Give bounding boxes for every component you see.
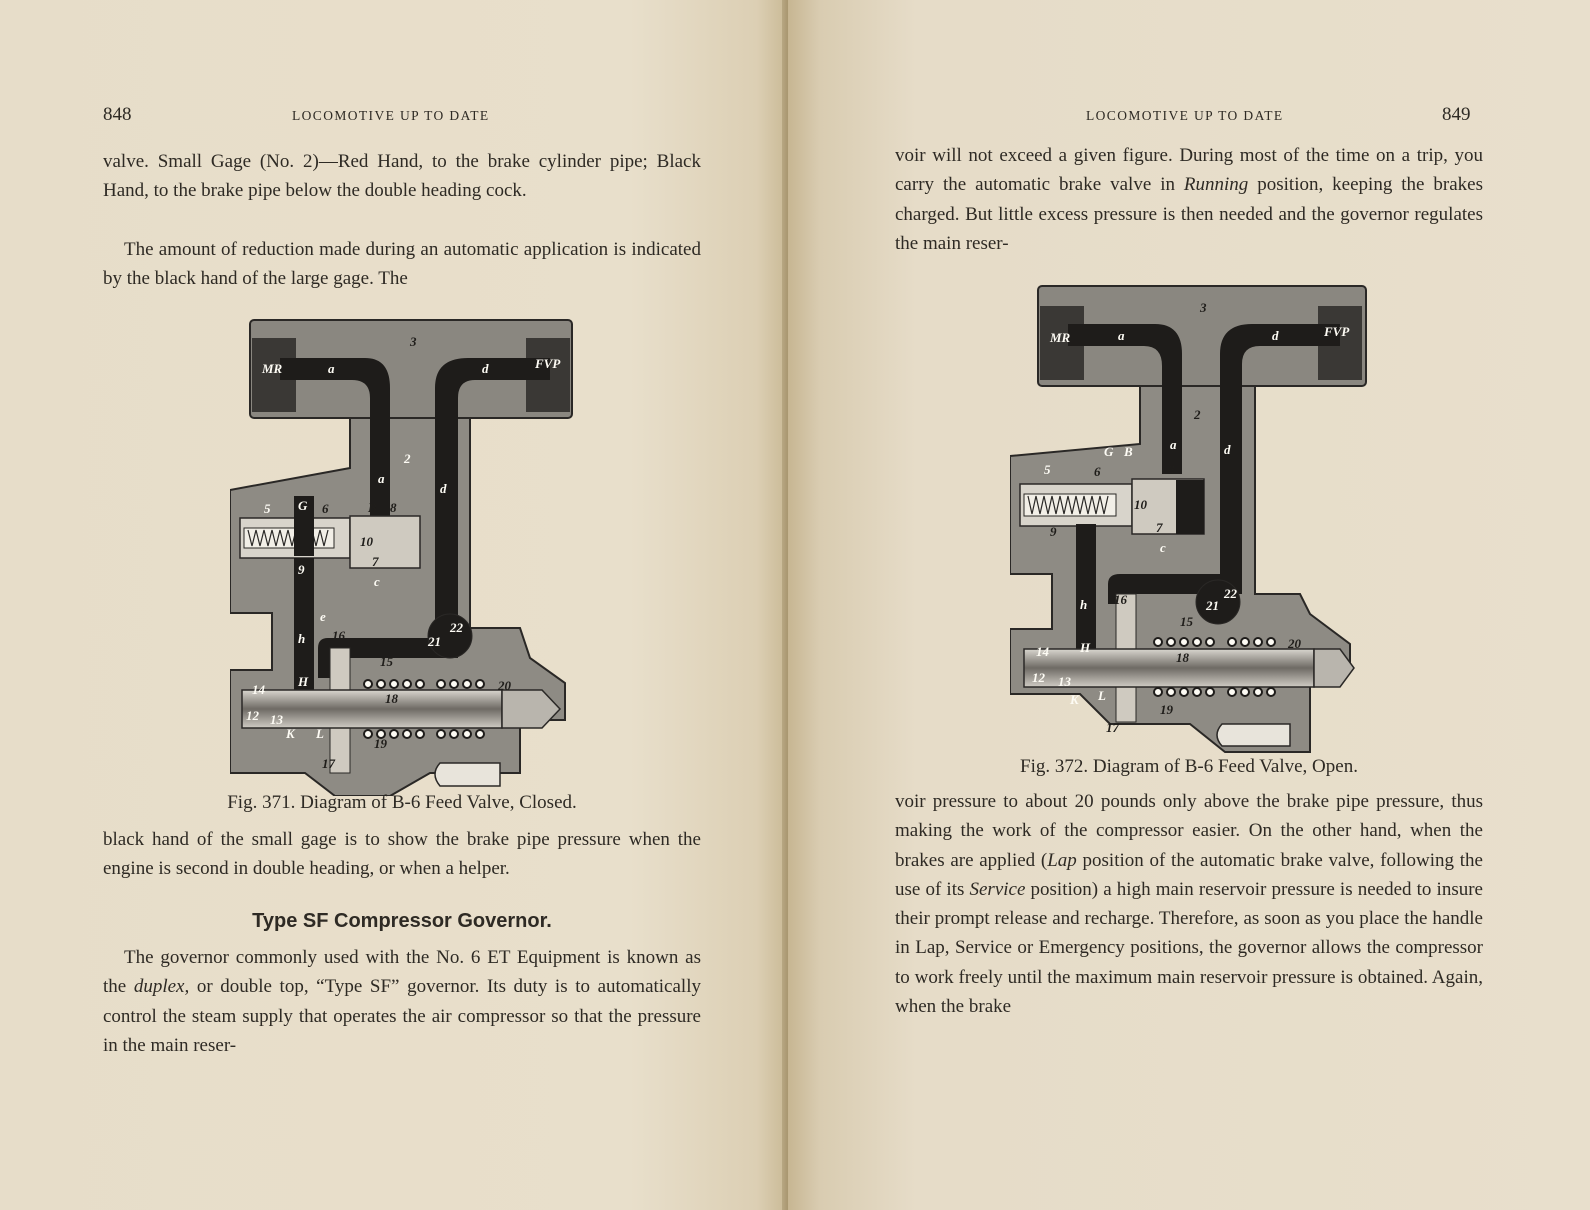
label-d: d [482,361,489,376]
label-14: 14 [1036,644,1049,659]
label-d: d [1272,328,1279,343]
feed-valve-diagram-open [1010,284,1372,756]
label-6: 6 [322,501,329,516]
figure-caption: Fig. 371. Diagram of B-6 Feed Valve, Closed. [227,792,577,813]
label-16: 16 [332,628,345,643]
paragraph: voir will not exceed a given figure. During most of the time on a trip, you carry the automatic brake valve in Running position, keeping the brakes charged. But little excess pressure is then needed and the governor regulates the main reser- [895,145,1483,254]
left-page [0,0,788,1210]
label-h: h [1080,597,1088,612]
label-21: 21 [1206,598,1219,613]
section-heading: Type SF Compressor Governor. [252,910,552,932]
label-a-lower: a [378,471,385,486]
running-head: LOCOMOTIVE UP TO DATE [292,108,490,123]
label-7: 7 [372,554,379,569]
label-B: B [368,500,377,515]
handle [435,763,500,786]
label-18: 18 [1176,650,1189,665]
label-17: 17 [1106,720,1119,735]
page-number: 849 [1442,104,1471,125]
label-9: 9 [1050,524,1057,539]
label-12: 12 [1032,670,1045,685]
label-2: 2 [1194,407,1201,422]
label-22: 22 [1224,586,1237,601]
label-17: 17 [322,756,335,771]
label-20: 20 [1288,636,1301,651]
label-d-lower: d [1224,442,1231,457]
label-16: 16 [1114,592,1127,607]
label-21: 21 [428,634,441,649]
label-13: 13 [1058,674,1071,689]
valve-illustration [1010,284,1372,756]
label-8: 8 [1168,462,1175,477]
label-6: 6 [1094,464,1101,479]
feed-valve-diagram-closed [230,318,580,796]
label-9: 9 [298,562,305,577]
label-H: H [1080,640,1091,655]
page-number: 848 [103,104,132,125]
label-a: a [1118,328,1125,343]
valve-illustration [230,318,580,796]
label-3: 3 [1200,300,1207,315]
label-a-lower: a [1170,437,1177,452]
paragraph: The governor commonly used with the No. 6 ET Equipment is known as the duplex, or double top, “Type SF” governor. Its duty is to automatically control the steam supply that operates the air compressor so that the pressure in the main reser- [103,947,701,1056]
label-22: 22 [450,620,463,635]
label-H: H [298,674,309,689]
label-L: L [1098,688,1106,703]
label-e: e [320,609,326,624]
label-K: K [1070,692,1079,707]
label-G: G [298,498,308,513]
valve-body-casting [230,418,565,796]
handle [1217,724,1290,746]
label-L: L [316,726,324,741]
label-19: 19 [1160,702,1173,717]
label-B: B [1124,444,1133,459]
label-10: 10 [360,534,373,549]
label-c: c [1160,540,1166,555]
label-8: 8 [390,500,397,515]
label-10: 10 [1134,497,1147,512]
paragraph: black hand of the small gage is to show the brake pipe pressure when the engine is second in double heading, or when a helper. [103,829,701,880]
label-mr: MR [1050,330,1071,345]
label-h: h [298,631,306,646]
label-d-lower: d [440,481,447,496]
label-fvp: FVP [535,356,561,371]
label-2: 2 [404,451,411,466]
label-12: 12 [246,708,259,723]
figure-caption: Fig. 372. Diagram of B-6 Feed Valve, Open. [1020,756,1358,777]
label-20: 20 [498,678,511,693]
label-13: 13 [270,712,283,727]
label-19: 19 [374,736,387,751]
label-K: K [286,726,295,741]
label-14: 14 [252,682,265,697]
label-15: 15 [380,654,393,669]
label-3: 3 [410,334,417,349]
label-5: 5 [1044,462,1051,477]
label-fvp: FVP [1324,324,1350,339]
paragraph: valve. Small Gage (No. 2)—Red Hand, to the brake cylinder pipe; Black Hand, to the brake pipe below the double heading cock. [103,151,701,202]
label-15: 15 [1180,614,1193,629]
running-head: LOCOMOTIVE UP TO DATE [1086,108,1284,123]
label-G: G [1104,444,1114,459]
paragraph: The amount of reduction made during an automatic application is indicated by the black hand of the large gage. The [103,239,701,290]
label-c: c [374,574,380,589]
label-18: 18 [385,691,398,706]
label-7: 7 [1156,520,1163,535]
label-mr: MR [262,361,283,376]
label-a: a [328,361,335,376]
paragraph: voir pressure to about 20 pounds only above the brake pipe pressure, thus making the work of the compressor easier. On the other hand, when the brakes are applied (Lap position of the automatic brake valve, following the use of its Service position) a high main reservoir pressure is needed to insure their prompt release and recharge. Therefore, as soon as you place the handle in Lap, Service or Emergency positions, the governor allows the compressor to work freely until the maximum main reservoir pressure is obtained. Again, when the brake [895,791,1483,1018]
label-5: 5 [264,501,271,516]
right-page [788,0,1590,1210]
